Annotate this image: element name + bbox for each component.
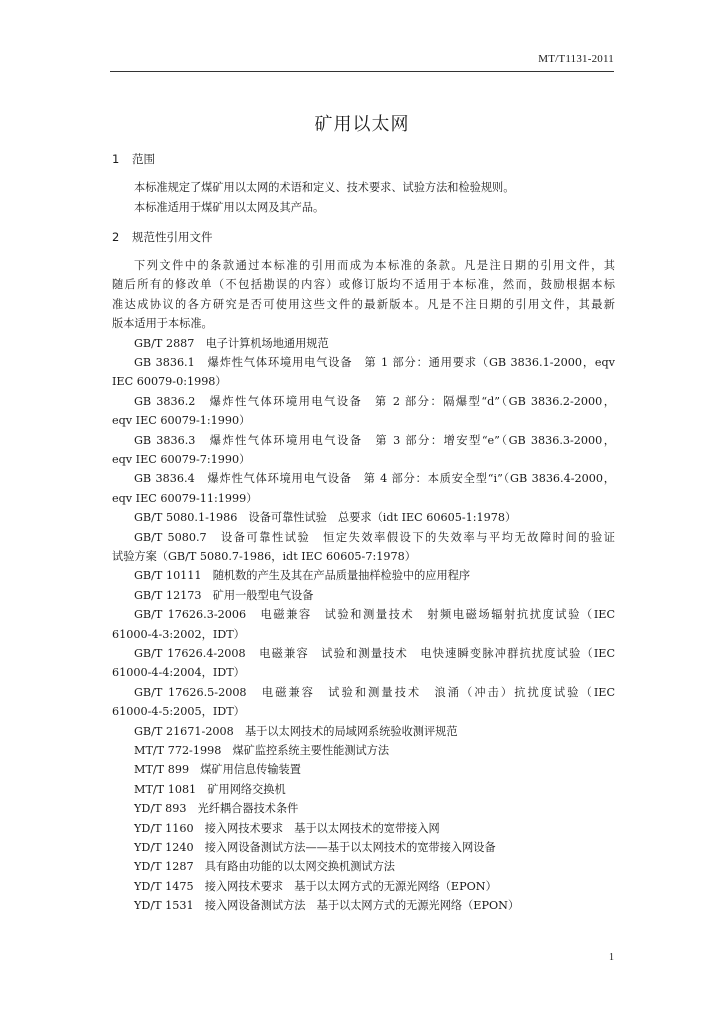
reference-continuation: eqv IEC 60079-7:1990） (112, 453, 251, 466)
reference-item: YD/T 1160 接入网技术要求 基于以太网技术的宽带接入网 (134, 821, 440, 835)
reference-continuation: 61000-4-5:2005，IDT） (112, 705, 245, 719)
intro-line: 下列文件中的条款通过本标准的引用而成为本标准的条款。凡是注日期的引用文件，其 (134, 259, 615, 272)
reference-item: YD/T 1287 具有路由功能的以太网交换机测试方法 (134, 860, 395, 874)
intro-line: 随后所有的修改单（不包括勘误的内容）或修订版均不适用于本标准，然而，鼓励根据本标 (112, 278, 615, 292)
reference-continuation: eqv IEC 60079-1:1990） (112, 414, 251, 428)
reference-item: GB/T 17626.5-2008 电磁兼容 试验和测量技术 浪涌（冲击）抗扰度试验（IEC (134, 685, 615, 699)
reference-continuation: IEC 60079-0:1998） (112, 375, 227, 389)
reference-continuation: 61000-4-3:2002，IDT） (112, 627, 245, 641)
document-title: 矿用以太网 (314, 114, 410, 135)
section-title: 范围 (132, 152, 155, 166)
reference-item: GB/T 17626.3-2006 电磁兼容 试验和测量技术 射频电磁场辐射抗扰度试验（IEC (134, 608, 615, 622)
paragraph: 本标准规定了煤矿用以太网的术语和定义、技术要求、试验方法和检验规则。 (134, 181, 515, 194)
intro-line: 版本适用于本标准。 (112, 317, 213, 331)
header-rule (110, 71, 614, 72)
reference-item: GB 3836.2 爆炸性气体环境用电气设备 第 2 部分：隔爆型“d”（GB 3836.2-2000， (134, 394, 615, 408)
reference-item: GB/T 2887 电子计算机场地通用规范 (134, 336, 329, 350)
reference-item: MT/T 772-1998 煤矿监控系统主要性能测试方法 (134, 744, 390, 757)
reference-item: GB/T 21671-2008 基于以太网技术的局域网系统验收测评规范 (134, 724, 458, 738)
reference-item: GB/T 5080.7 设备可靠性试验 恒定失效率假设下的失效率与平均无故障时间的验证 (134, 530, 615, 544)
section-number: 2 (112, 230, 120, 244)
page-number: 1 (609, 952, 614, 963)
reference-continuation: 试验方案（GB/T 5080.7-1986，idt IEC 60605-7:1978） (112, 550, 416, 563)
reference-item: GB/T 17626.4-2008 电磁兼容 试验和测量技术 电快速瞬变脉冲群抗扰度试验（IEC (134, 647, 615, 660)
reference-item: GB/T 12173 矿用一般型电气设备 (134, 588, 314, 602)
reference-item: GB/T 5080.1-1986 设备可靠性试验 总要求（idt IEC 60605-1:1978） (134, 511, 517, 525)
section-2-heading (112, 229, 213, 245)
reference-item: GB 3836.1 爆炸性气体环境用电气设备 第 1 部分：通用要求（GB 3836.1-2000，eqv (134, 356, 615, 369)
section-title: 规范性引用文件 (132, 230, 213, 244)
standard-code: MT/T1131-2011 (538, 53, 614, 65)
reference-item: GB/T 10111 随机数的产生及其在产品质量抽样检验中的应用程序 (134, 569, 471, 583)
reference-item: YD/T 1475 接入网技术要求 基于以太网方式的无源光网络（EPON） (134, 879, 497, 893)
intro-line: 准达成协议的各方研究是否可使用这些文件的最新版本。凡是不注日期的引用文件，其最新 (112, 297, 615, 311)
reference-item: YD/T 1531 接入网设备测试方法 基于以太网方式的无源光网络（EPON） (134, 899, 520, 913)
section-1-heading (112, 151, 155, 167)
paragraph: 本标准适用于煤矿用以太网及其产品。 (134, 201, 325, 214)
reference-item: YD/T 1240 接入网设备测试方法——基于以太网技术的宽带接入网设备 (134, 841, 496, 854)
reference-continuation: eqv IEC 60079-11:1999） (112, 491, 258, 505)
reference-item: MT/T 899 煤矿用信息传输装置 (134, 763, 301, 777)
reference-item: YD/T 893 光纤耦合器技术条件 (134, 802, 299, 816)
reference-item: MT/T 1081 矿用网络交换机 (134, 782, 286, 796)
section-number: 1 (112, 152, 120, 166)
reference-item: GB 3836.3 爆炸性气体环境用电气设备 第 3 部分：增安型“e”（GB 3836.3-2000， (134, 433, 615, 447)
reference-continuation: 61000-4-4:2004，IDT） (112, 666, 245, 680)
reference-item: GB 3836.4 爆炸性气体环境用电气设备 第 4 部分：本质安全型“i”（GB 3836.4-2000， (134, 472, 615, 486)
